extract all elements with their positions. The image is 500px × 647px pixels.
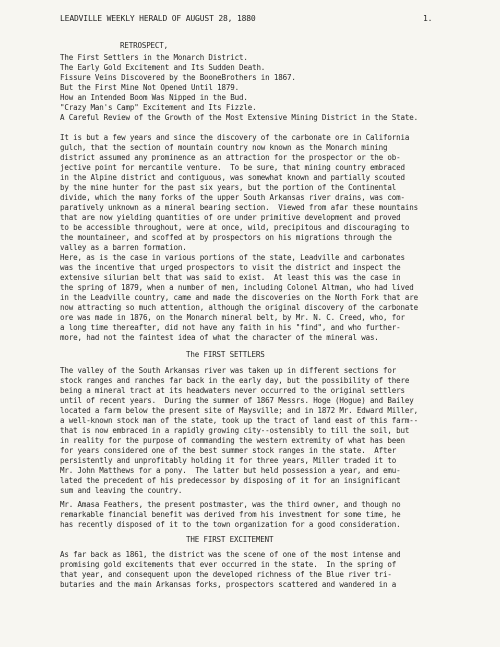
body-line: stock ranges and ranches far back in the early day, but the possibility of there	[60, 376, 410, 385]
body-line: a long time thereafter, did not have any faith in his "find", and who further-	[60, 323, 401, 332]
body-line: the spring of 1879, when a number of men, including Colonel Altman, who had lived	[60, 283, 414, 292]
subhead-line: How an Intended Boom Was Nipped in the Bud.	[60, 93, 248, 102]
page-number: 1.	[423, 14, 433, 23]
body-line: that is now embraced in a rapidly growing city--ostensibly to till the soil, but	[60, 426, 410, 435]
body-line: Here, as is the case in various portions of the state, Leadville and carbonates	[60, 253, 405, 262]
section-heading-first-excitement: THE FIRST EXCITEMENT	[186, 535, 274, 544]
body-line: remarkable financial benefit was derived from his investment for some time, he	[60, 510, 401, 519]
body-line: Mr. Amasa Feathers, the present postmaster, was the third owner, and though no	[60, 500, 401, 509]
body-line: The valley of the South Arkansas river was taken up in different sections for	[60, 366, 397, 375]
body-line: to be accessible throughout, were at once, wild, precipitous and discouraging to	[60, 223, 410, 232]
body-line: As far back as 1861, the district was the scene of one of the most intense and	[60, 550, 401, 559]
body-line: by the mine hunter for the past six years, but the portion of the Continental	[60, 183, 397, 192]
body-line: valley as a barren formation.	[60, 243, 187, 252]
body-line: now attracting so much attention, although the original discovery of the carbonate	[60, 303, 418, 312]
body-line: paratively unknown as a mineral bearing section. Viewed from afar these mountains	[60, 203, 418, 212]
body-line: until of recent years. During the summer of 1867 Messrs. Hoge (Hogue) and Bailey	[60, 396, 414, 405]
body-line: that year, and consequent upon the developed richness of the Blue river tri-	[60, 570, 392, 579]
body-line: that are now yielding quantities of ore under primitive development and proved	[60, 213, 401, 222]
section-heading-first-settlers: The FIRST SETTLERS	[186, 350, 265, 359]
body-line: a well-known stock man of the state, took up the tract of land east of this farm--	[60, 416, 418, 425]
subhead-line: Fissure Veins Discovered by the BooneBrothers in 1867.	[60, 73, 296, 82]
body-line: district assumed any prominence as an attraction for the prospector or the ob-	[60, 153, 401, 162]
subhead-line: But the First Mine Not Opened Until 1879.	[60, 83, 239, 92]
body-line: divide, which the many forks of the upper South Arkansas river drains, was com-	[60, 193, 405, 202]
subhead-line: The First Settlers in the Monarch District.	[60, 53, 248, 62]
body-line: sum and leaving the country.	[60, 486, 183, 495]
body-line: It is but a few years and since the discovery of the carbonate ore in California	[60, 133, 410, 142]
body-line: has recently disposed of it to the town organization for a good consideration.	[60, 520, 401, 529]
subhead-line: A Careful Review of the Growth of the Most Extensive Mining District in the State.	[60, 113, 418, 122]
body-line: jective point for mercantile venture. To be sure, that mining country embraced	[60, 163, 405, 172]
body-line: lated the precedent of his predecessor by disposing of it for an insignificant	[60, 476, 401, 485]
body-line: more, had not the faintest idea of what the character of the mineral was.	[60, 333, 379, 342]
body-line: was the incentive that urged prospectors to visit the district and inspect the	[60, 263, 401, 272]
body-line: Mr. John Matthews for a pony. The latter but held possession a year, and emu-	[60, 466, 401, 475]
body-line: promising gold excitements that ever occurred in the state. In the spring of	[60, 560, 397, 569]
newspaper-title: LEADVILLE WEEKLY HERALD OF AUGUST 28, 1880	[60, 14, 256, 23]
body-line: extensive silurian belt that was said to exist. At least this was the case in	[60, 273, 401, 282]
body-line: gulch, that the section of mountain country now known as the Monarch mining	[60, 143, 388, 152]
body-line: in the Leadville country, came and made the discoveries on the North Fork that are	[60, 293, 418, 302]
body-line: the mountaineer, and scoffed at by prospectors on his migrations through the	[60, 233, 392, 242]
body-line: ore was made in 1876, on the Monarch mineral belt, by Mr. N. C. Creed, who, for	[60, 313, 405, 322]
body-line: in reality for the purpose of commanding the western extremity of what has been	[60, 436, 405, 445]
body-line: in the Alpine district and contiguous, was somewhat known and partially scouted	[60, 173, 405, 182]
retrospect-heading: RETROSPECT,	[120, 41, 169, 50]
body-line: persistently and unprofitably holding it for three years, Miller traded it to	[60, 456, 397, 465]
body-line: for years considered one of the best summer stock ranges in the state. After	[60, 446, 397, 455]
body-line: located a farm below the present site of Maysville; and in 1872 Mr. Edward Miller,	[60, 406, 418, 415]
subhead-line: "Crazy Man's Camp" Excitement and Its Fizzle.	[60, 103, 257, 112]
body-line: being a mineral tract at its headwaters never occurred to the original settlers	[60, 386, 405, 395]
body-line: butaries and the main Arkansas forks, prospectors scattered and wandered in a	[60, 580, 397, 589]
subhead-line: The Early Gold Excitement and Its Sudden Death.	[60, 63, 266, 72]
